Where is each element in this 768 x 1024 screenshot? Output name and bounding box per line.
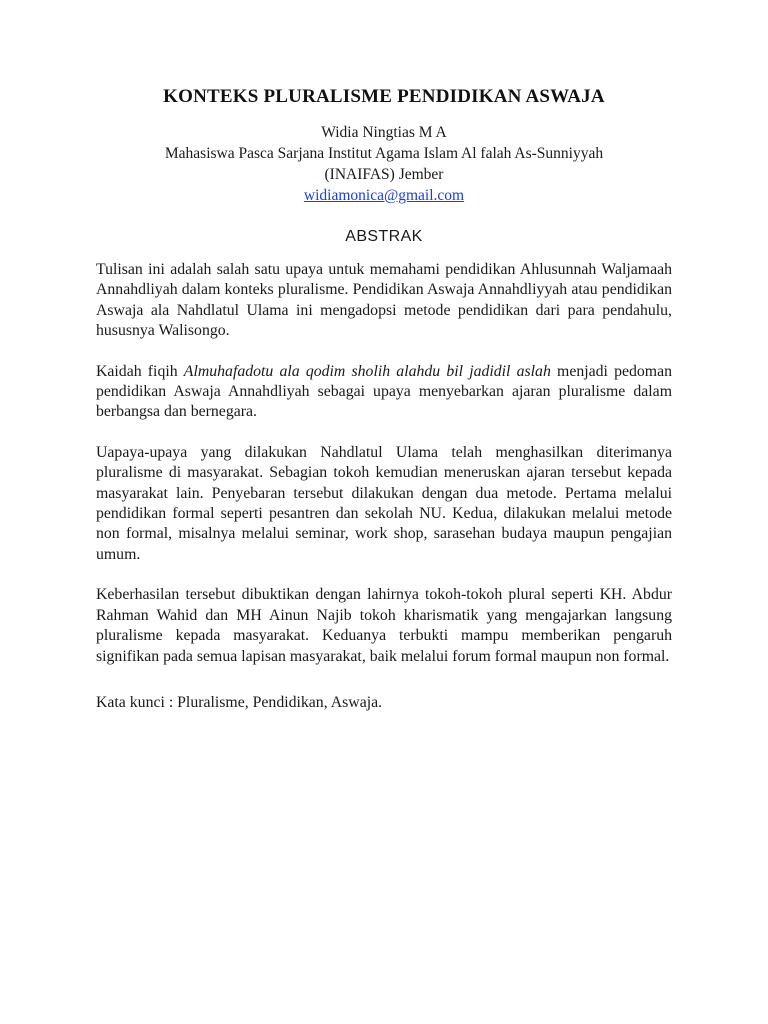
author-block	[96, 122, 672, 206]
author-email-link[interactable]: widiamonica@gmail.com	[303, 187, 465, 204]
author-affiliation-line1: Mahasiswa Pasca Sarjana Institut Agama Islam Al falah As-Sunniyyah	[164, 145, 604, 162]
fiqh-maxim: Almuhafadotu ala qodim sholih alahdu bil jadidil aslah	[183, 362, 551, 380]
author-affiliation-line2: (INAIFAS) Jember	[324, 166, 444, 183]
abstract-paragraph-4: Keberhasilan tersebut dibuktikan dengan lahirnya tokoh-tokoh plural seperti KH. Abdur Rahman Wahid dan MH Ainun Najib tokoh kharismatik yang mengajarkan langsung pluralisme kepada masyarakat. Keduanya terbukti mampu memberikan pengaruh signifikan pada semua lapisan masyarakat, baik melalui forum formal maupun non formal.	[96, 586, 672, 665]
author-name: Widia Ningtias M A	[321, 124, 447, 141]
abstract-paragraph-1: Tulisan ini adalah salah satu upaya untuk memahami pendidikan Ahlusunnah Waljamaah Annahdliyah dalam konteks pluralisme. Pendidikan Aswaja Annahdliyyah atau pendidikan Aswaja ala Nahdlatul Ulama ini mengadopsi metode pendidikan dari para pendahulu, hususnya Walisongo.	[96, 261, 672, 340]
paragraph-2-tail: menjadi pedoman pendidikan Aswaja Annahdliyah sebagai upaya menyebarkan ajaran pluralisme dalam berbangsa dan bernegara.	[96, 362, 672, 421]
abstract-paragraph-2	[96, 362, 672, 423]
abstract-heading: ABSTRAK	[345, 228, 423, 245]
abstract-paragraph-3: Uapaya-upaya yang dilakukan Nahdlatul Ulama telah menghasilkan diterimanya pluralisme di masyarakat. Sebagian tokoh kemudian meneruskan ajaran tersebut kepada masyarakat lain. Penyebaran tersebut dilakukan dengan dua metode. Pertama melalui pendidikan formal seperti pesantren dan sekolah NU. Kedua, dilakukan melalui metode non formal, misalnya melalui seminar, work shop, sarasehan budaya maupun pengajian umum.	[96, 443, 672, 563]
keywords: Kata kunci : Pluralisme, Pendidikan, Aswaja.	[96, 693, 383, 711]
paper-page	[96, 0, 672, 713]
paragraph-2-lead: Kaidah fiqih	[96, 362, 184, 380]
paper-title: KONTEKS PLURALISME PENDIDIKAN ASWAJA	[163, 86, 605, 107]
